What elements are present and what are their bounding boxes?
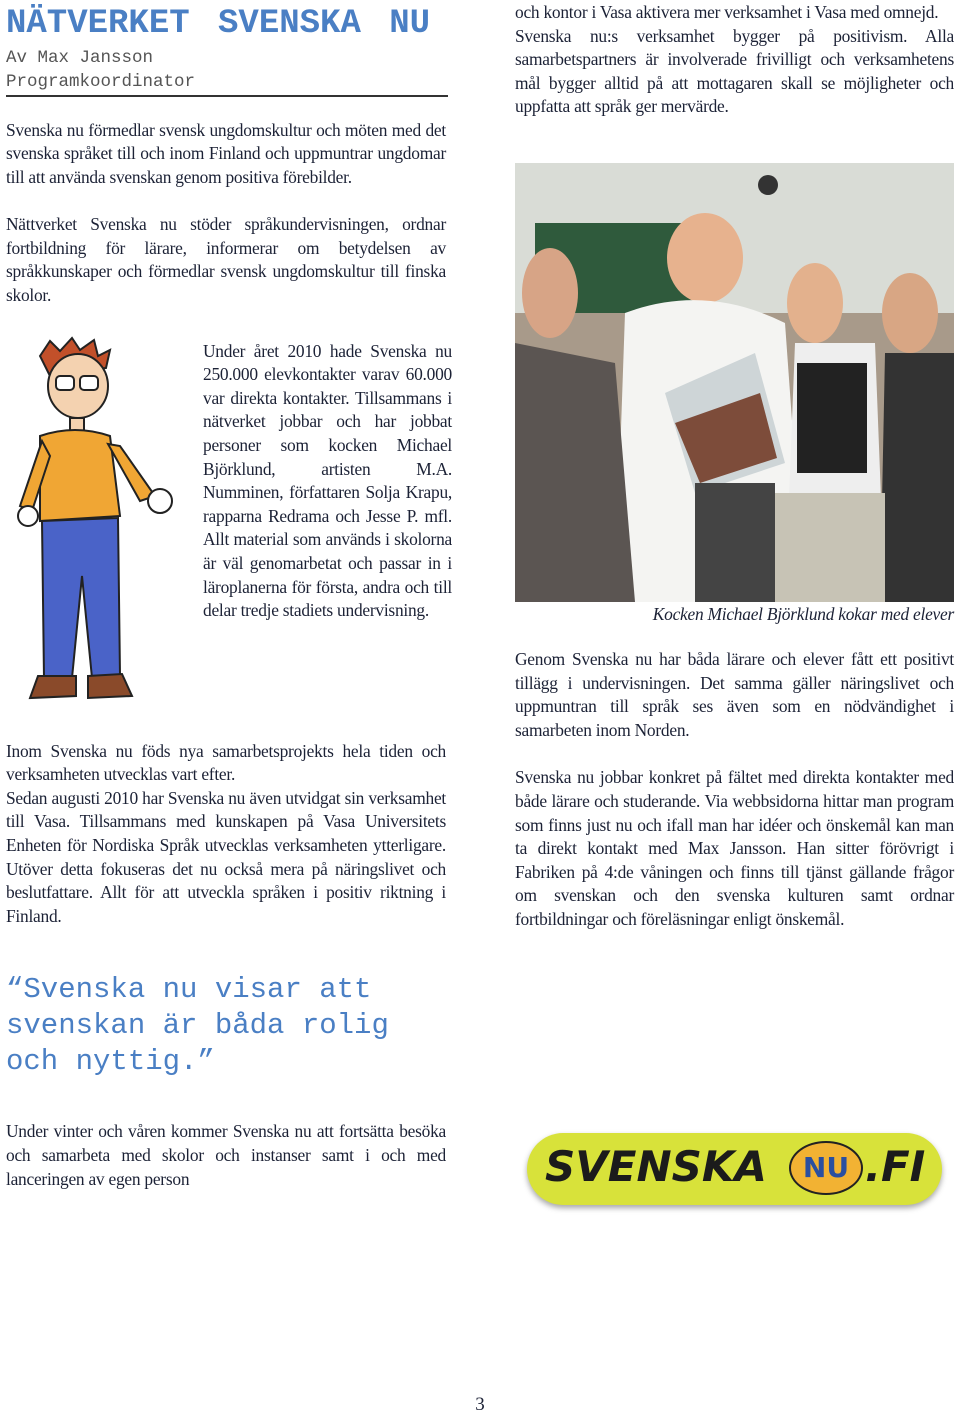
page-number: 3 [475,1394,485,1415]
inset-paragraph: Under året 2010 hade Svenska nu 250.000 elevkontakter varav 60.000 var direkta kontakter. Tillsammans i nätverket jobbar och har jobbat personer som kocken Michael Björklund, artisten M.A. Numminen, författaren Solja Krapu, rapparna Redrama och Jesse P. mfl. Allt material som används i skolorna är väl genomarbetat och passar in i läroplanerna för första, andra och till delar tredje stadiets undervisning. [203,340,452,621]
paragraph-vasa-office: och kontor i Vasa aktivera mer verksamhet i Vasa med omnejd. [515,2,939,22]
pull-quote: “Svenska nu visar att svenskan är båda rolig och nyttig.” [6,973,389,1079]
right-column-top [515,1,954,119]
inset-row [6,340,452,706]
paragraph-positivism: Svenska nu:s verksamhet bygger på positivism. Alla samarbetspartners är involverade frivilligt och verksamhetens mål bygger alltid på att mottagaren skall se möjligheter och uppfatta att språk ger mervärde. [515,25,954,117]
left-column [6,2,452,1191]
author: Av Max Jansson [6,48,154,68]
logo-speech-bubble: NU [789,1141,863,1195]
article-title: NÄTVERKET SVENSKA NU [6,5,431,43]
paragraph-teachers-students: Genom Svenska nu har båda lärare och elever fått ett positivt tillägg i undervisningen. Det samma gäller näringslivet och uppmuntran till språk ses även som en nödvändighet i samarbeten inom Norden. [515,648,954,740]
title-divider [6,95,448,97]
paragraph-contact: Svenska nu jobbar konkret på fältet med direkta kontakter med både lärare och studerande. Via webbsidorna hittar man program som finns just nu och ifall man har idéer och önskemål kan man ta direkt kontakt med Max Jansson. Han sitter förövrigt i Fabriken på 4:de våningen och finns till tjänst gällande frågor om svenskan och den svenska kulturen samt ordnar fortbildningar och föreläsningar enligt önskemål. [515,767,954,929]
paragraph-network: Nättverket Svenska nu stöder språkundervisningen, ordnar fortbildning för lärare, informerar om betydelsen av språkkunskaper och förmedlar svensk ungdomskultur till finska skolor. [6,214,446,306]
intro-paragraph: Svenska nu förmedlar svensk ungdomskultur och möten med det svenska språket till och inom Finland och uppmuntrar ungdomar till att använda svenskan genom positiva förebilder. [6,119,446,187]
right-column [515,1,954,932]
logo-text-main: SVENSKA [545,1142,767,1191]
paragraph-projects-intro: Inom Svenska nu föds nya samarbetsprojekts hela tiden och verksamheten utvecklas vart efter. [6,740,446,785]
paragraph-future: Under vinter och våren kommer Svenska nu att fortsätta besöka och samarbeta med skolor och instanser samt i och med lanceringen av egen person [6,1121,446,1189]
logo-text-tld: .FI [865,1142,926,1191]
paragraph-vasa: Sedan augusti 2010 har Svenska nu även utvidgat sin verksamhet till Vasa. Tillsammans med kunskapen på Vasa Universitets Enheten för Nordiska Språk utvecklas verksamheten ytterligare. Utöver detta fokuseras det nu också mera på näringslivet och beslutfattare. Allt för att utveckla språken i positiv riktning i Finland. [6,787,446,926]
photo-chef-with-students [515,163,954,602]
svenska-nu-logo [527,1133,942,1205]
paragraph-projects [6,740,446,929]
photo-caption: Kocken Michael Björklund kokar med elever [652,603,954,624]
author-role: Programkoordinator [6,72,196,92]
cartoon-boy-illustration [10,336,175,706]
byline [6,46,452,94]
